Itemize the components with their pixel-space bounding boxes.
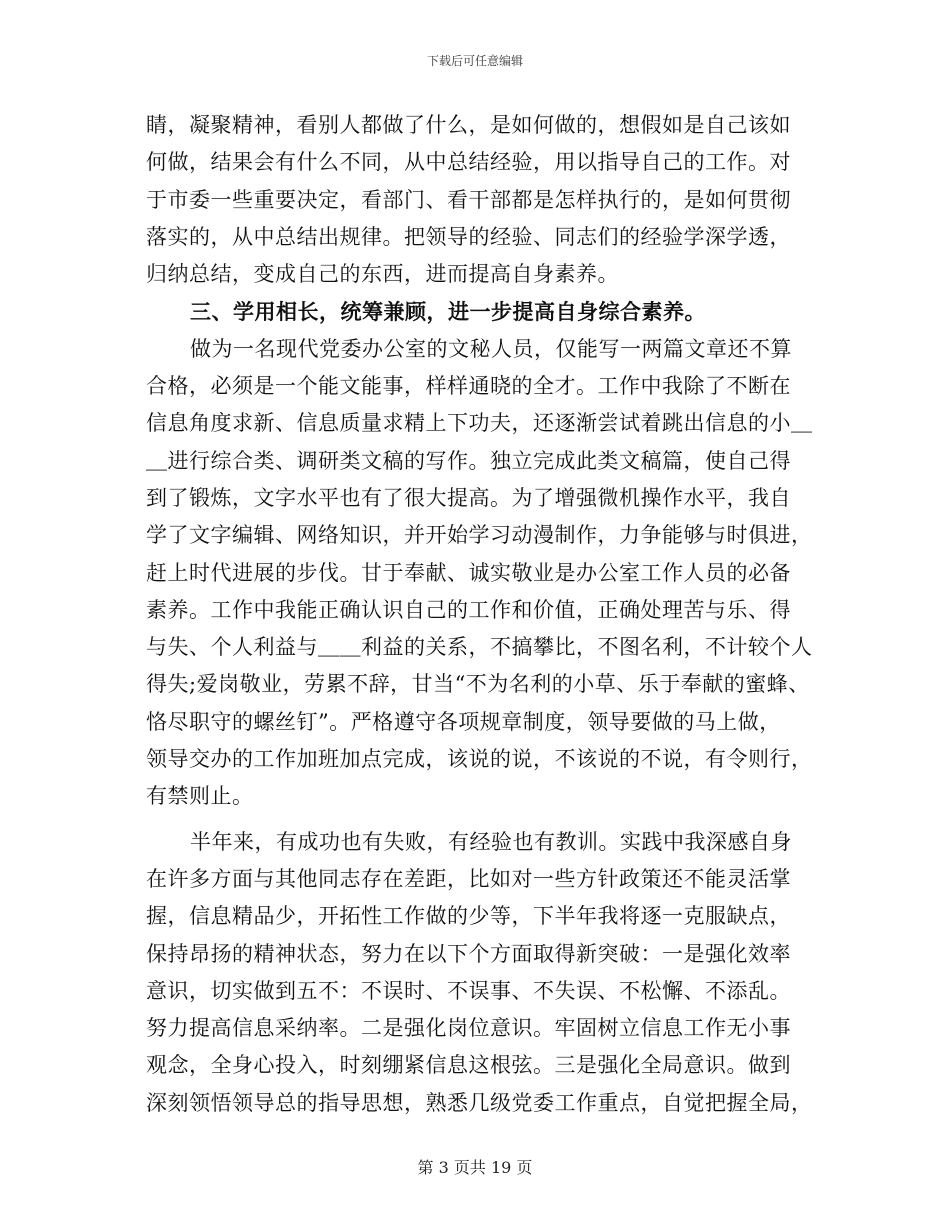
paragraph-line: 保持昂扬的精神状态，努力在以下个方面取得新突破：一是强化效率 [146,941,791,966]
paragraph-line: 与失、个人利益与＿＿利益的关系，不搞攀比，不图名利，不计较个人 [146,635,813,660]
paragraph-line: 学了文字编辑、网络知识，并开始学习动漫制作，力争能够与时俱进， [146,523,813,548]
paragraph-line: 在许多方面与其他同志存在差距，比如对一些方针政策还不能灵活掌 [146,866,791,891]
paragraph-line: 赶上时代进展的步伐。甘于奉献、诚实敬业是办公室工作人员的必备 [146,560,791,585]
paragraph-line: 观念，全身心投入，时刻绷紧信息这根弦。三是强化全局意识。做到 [146,1053,791,1078]
paragraph-line: 何做，结果会有什么不同，从中总结经验，用以指导自己的工作。对 [146,150,791,175]
paragraph-gap [146,816,826,824]
paragraph-line: 素养。工作中我能正确认识自己的工作和价值，正确处理苦与乐、得 [146,597,791,622]
paragraph-line: 睛，凝聚精神，看别人都做了什么，是如何做的，想假如是自己该如 [146,113,791,137]
paragraph-line: 到了锻炼，文字水平也有了很大提高。为了增强微机操作水平，我自 [146,485,791,510]
section-heading: 三、学用相长，统筹兼顾，进一步提高自身综合素养。 [190,299,706,325]
paragraph-line: 做为一名现代党委办公室的文秘人员，仅能写一两篇文章还不算 [190,336,792,361]
page-footer: 第 3 页共 19 页 [417,1158,533,1177]
paragraph-line: 意识，切实做到五不：不误时、不误事、不失误、不松懈、不添乱。 [146,978,791,1003]
paragraph-line: 握，信息精品少，开拓性工作做的少等，下半年我将逐一克服缺点， [146,904,791,929]
paragraph-line: ＿进行综合类、调研类文稿的写作。独立完成此类文稿篇，使自己得 [146,448,791,473]
paragraph-line: 落实的，从中总结出规律。把领导的经验、同志们的经验学深学透， [146,224,791,249]
paragraph-line: 信息角度求新、信息质量求精上下功夫，还逐渐尝试着跳出信息的小＿ [146,411,813,436]
paragraph-line: 领导交办的工作加班加点完成，该说的说，不该说的不说，有令则行， [146,747,813,772]
paragraph-line: 得失;爱岗敬业，劳累不辞，甘当“不为名利的小草、乐于奉献的蜜蜂、 [146,672,810,697]
paragraph-line: 于市委一些重要决定，看部门、看干部都是怎样执行的，是如何贯彻 [146,187,791,212]
paragraph-line: 半年来，有成功也有失败，有经验也有教训。实践中我深感自身 [190,829,792,854]
document-body [146,107,826,1122]
paragraph-line: 合格，必须是一个能文能事，样样通晓的全才。工作中我除了不断在 [146,374,791,399]
page-header: 下载后可任意编辑 [426,54,523,68]
paragraph-line: 深刻领悟领导总的指导思想，熟悉几级党委工作重点，自觉把握全局， [146,1090,813,1115]
paragraph-line: 恪尽职守的螺丝钉”。严格遵守各项规章制度，领导要做的马上做， [146,709,781,734]
paragraph-line: 归纳总结，变成自己的东西，进而提高自身素养。 [146,262,619,287]
paragraph-line: 有禁则止。 [146,784,254,809]
paragraph-line: 努力提高信息采纳率。二是强化岗位意识。牢固树立信息工作无小事 [146,1016,791,1041]
